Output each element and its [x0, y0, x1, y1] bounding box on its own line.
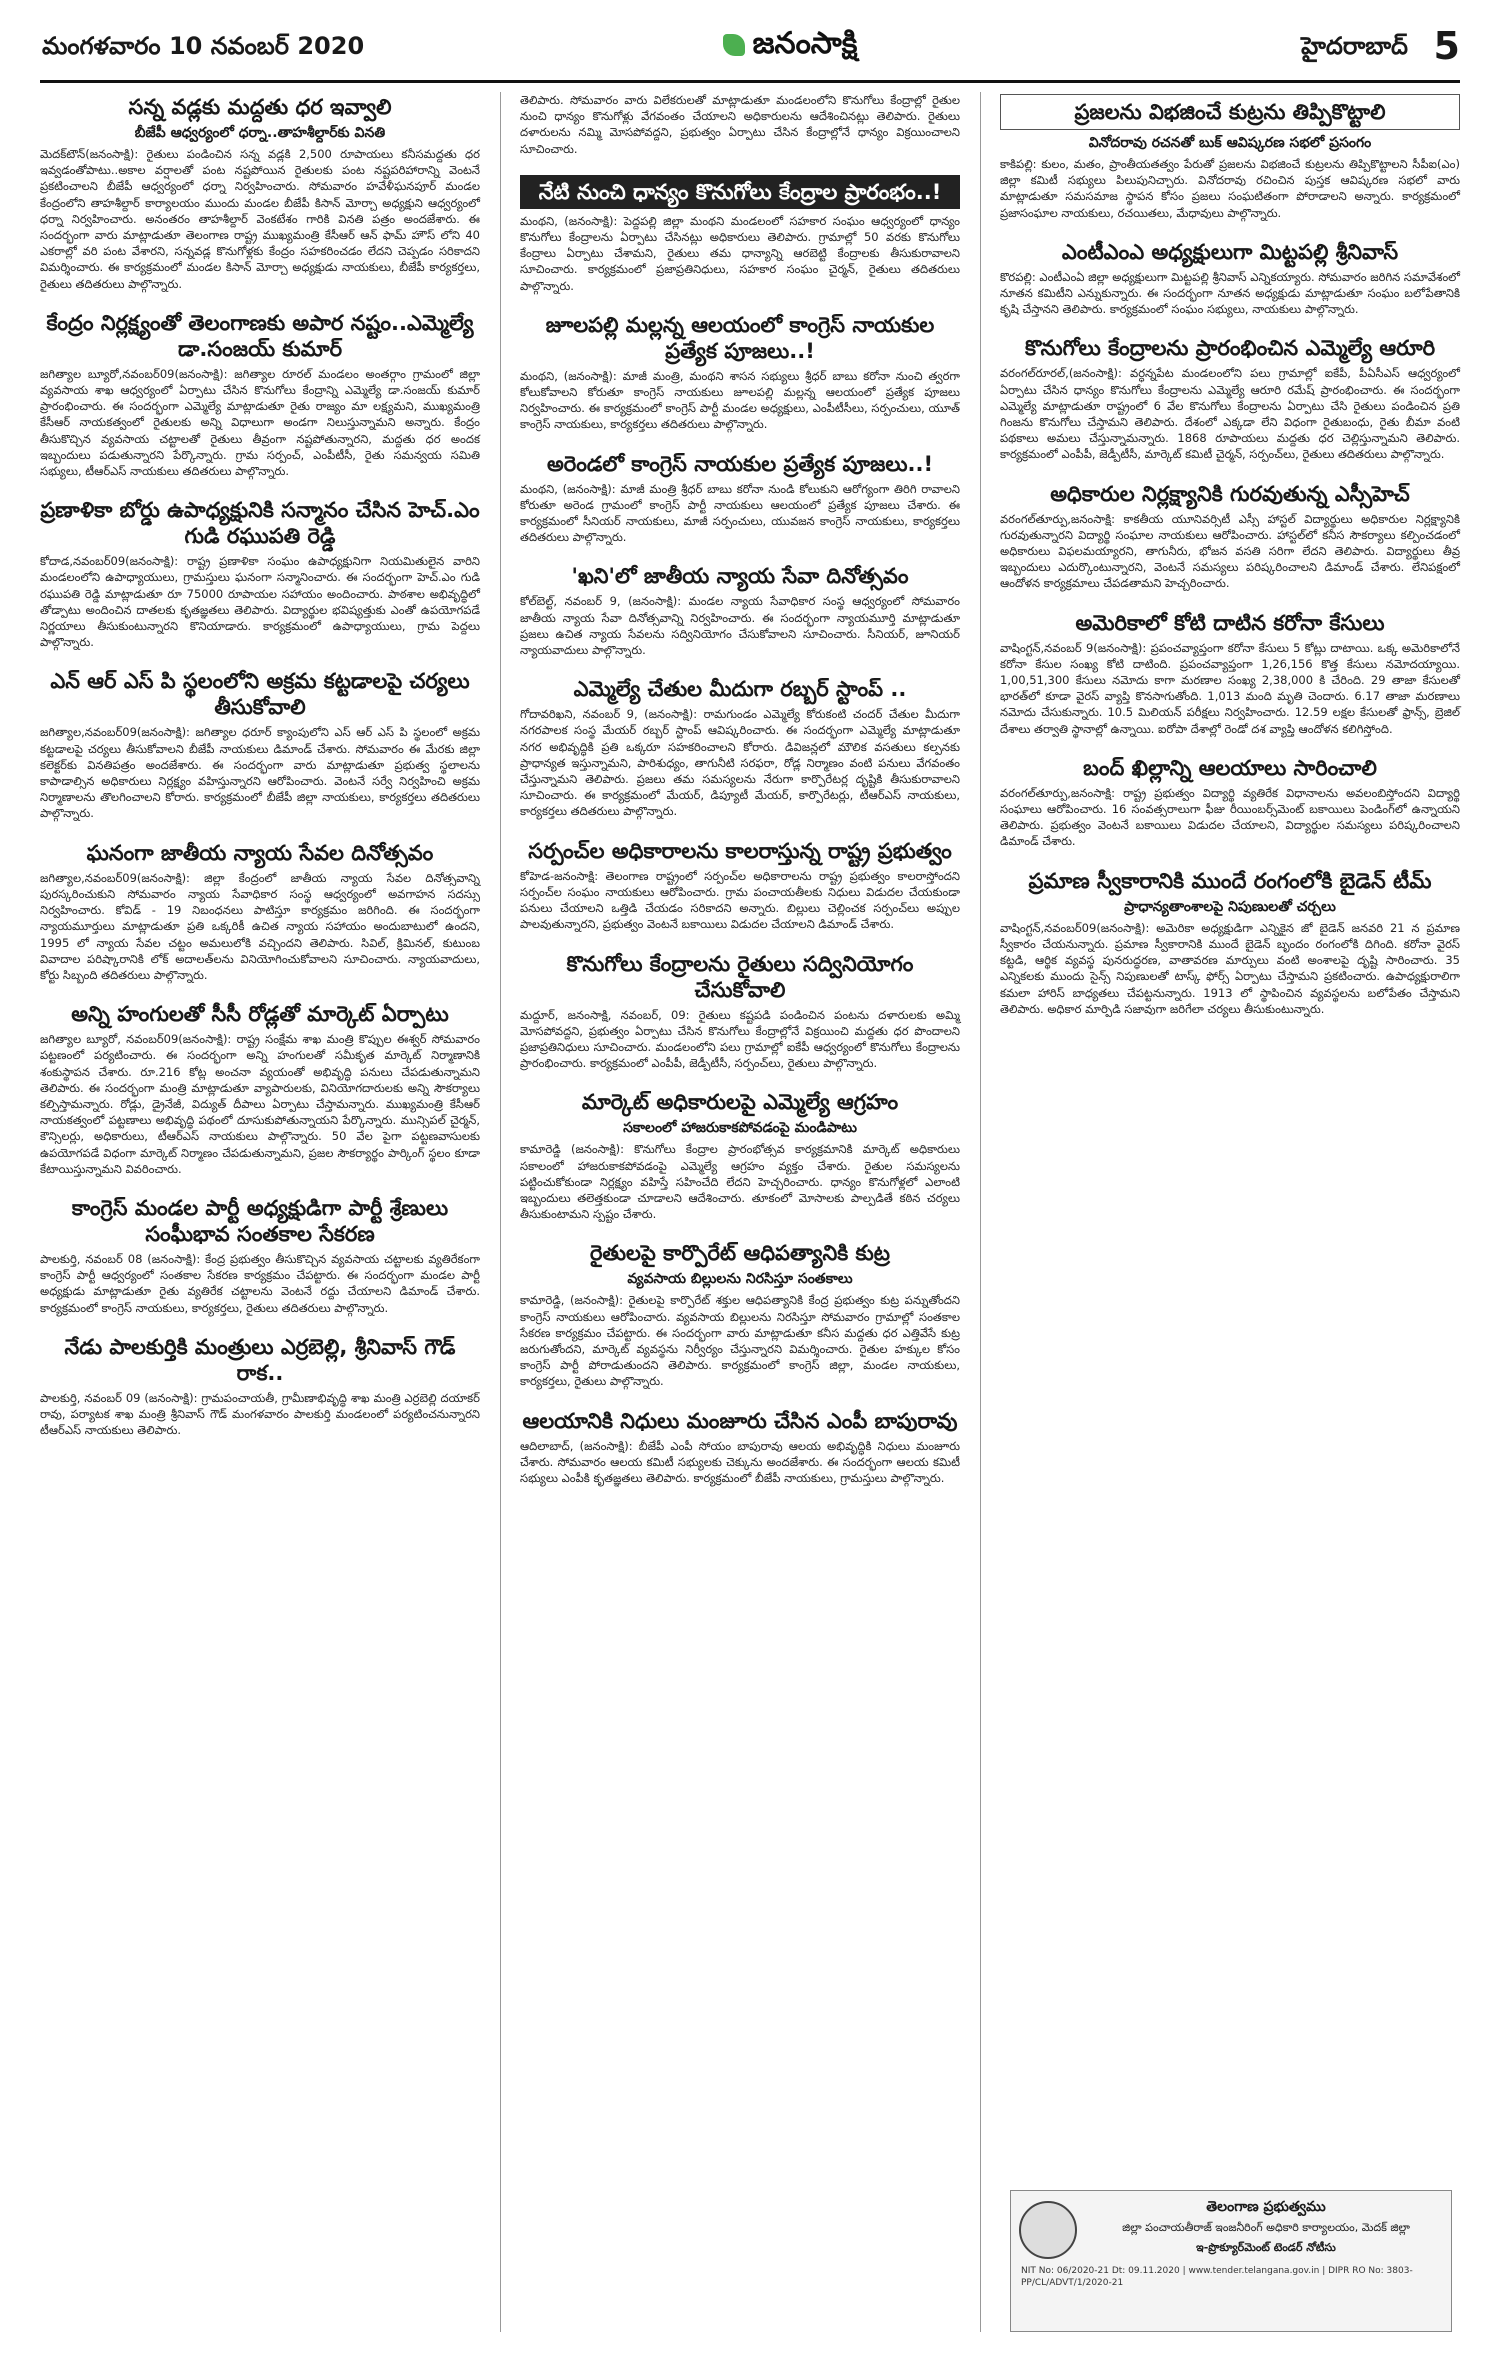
article-headline: అన్ని హంగులతో సీసీ రోడ్లతో మార్కెట్ ఏర్పాటు [71, 1002, 449, 1027]
article-body: జగిత్యాల,నవంబర్09(జనంసాక్షి): జగిత్యాల ధరూర్ క్యాంపులోని ఎస్ ఆర్ ఎస్ పి స్థలంలో అక్రమ కట్టడాలపై చర్యలు తీసుకోవాలని బీజేపీ నాయకులు డిమాండ్ చేశారు. సోమవారం ఈ మేరకు జిల్లా కలెక్టర్‌కు వినతిపత్రం అందజేశారు. ఈ సందర్భంగా వారు మాట్లాడుతూ ప్రభుత్వ స్థలాలను కాపాడాల్సిన అధికారులు నిర్లక్ష్యం వహిస్తున్నారని ఆరోపించారు. వెంటనే సర్వే నిర్వహించి అక్రమ నిర్మాణాలను తొలగించాలని కోరారు. కార్యక్రమంలో బీజేపీ జిల్లా నాయకులు, కార్యకర్తలు తదితరులు పాల్గొన్నారు. [40, 725, 480, 821]
article-subheadline: సకాలంలో హాజరుకాకపోవడంపై మండిపాటు [623, 1120, 857, 1137]
article-headline: 'ఖని'లో జాతీయ న్యాయ సేవా దినోత్సవం [571, 564, 909, 589]
article-body: జగిత్యాల బ్యూరో,నవంబర్09(జనంసాక్షి): జగిత్యాల రూరల్ మండలం అంతర్గాం గ్రామంలో జిల్లా వ్యవసాయ శాఖ ఆధ్వర్యంలో ఏర్పాటు చేసిన కొనుగోలు కేంద్రాన్ని ఎమ్మెల్యే డా.సంజయ్ కుమార్ ప్రారంభించారు. ఈ సందర్భంగా ఎమ్మెల్యే మాట్లాడుతూ రైతు రాజ్యం మా లక్ష్యమని, ముఖ్యమంత్రి కేసీఆర్ నాయకత్వంలో రైతులకు అన్ని విధాలుగా అండగా నిలుస్తున్నామని అన్నారు. కేంద్రం తీసుకొచ్చిన వ్యవసాయ చట్టాలతో రైతులు తీవ్రంగా నష్టపోతున్నారని, మద్దతు ధర అందక ఇబ్బందులు పడుతున్నారని పేర్కొన్నారు. గ్రామ సర్పంచ్, ఎంపీటీసీ, రైతు సమన్వయ సమితి సభ్యులు, టీఆర్ఎస్ నాయకులు తదితరులు పాల్గొన్నారు. [40, 366, 480, 479]
article-headline: కేంద్రం నిర్లక్ష్యంతో తెలంగాణకు అపార నష్టం..ఎమ్మెల్యే డా.సంజయ్ కుమార్ [46, 310, 474, 361]
government-advertisement [1010, 2190, 1452, 2332]
article-body: మంథని, (జనంసాక్షి): పెద్దపల్లి జిల్లా మంథని మండలంలో సహకార సంఘం ఆధ్వర్యంలో ధాన్యం కొనుగోలు కేంద్రాలను ఏర్పాటు చేసినట్లు అధికారులు తెలిపారు. గ్రామాల్లో 50 వరకు కొనుగోలు కేంద్రాలు ఏర్పాటు చేశామని, రైతులు తమ ధాన్యాన్ని ఆరబెట్టి కేంద్రాలకు తీసుకురావాలని సూచించారు. కార్యక్రమంలో ప్రజాప్రతినిధులు, సహకార సంఘం చైర్మన్, రైతులు తదితరులు పాల్గొన్నారు. [520, 213, 960, 293]
ad-department: జిల్లా పంచాయతీరాజ్ ఇంజనీరింగ్ అధికారి కార్యాలయం, మెదక్ జిల్లా [1122, 2221, 1410, 2234]
article-headline: కాంగ్రెస్ మండల పార్టీ అధ్యక్షుడిగా పార్టీ శ్రేణులు సంఘీభావ సంతకాల సేకరణ [71, 1195, 449, 1246]
column-2 [520, 92, 960, 1504]
news-article [1000, 335, 1460, 462]
header-rule [40, 80, 1460, 83]
news-article [520, 175, 960, 294]
news-article [520, 838, 960, 933]
article-headline: మార్కెట్ అధికారులపై ఎమ్మెల్యే ఆగ్రహం [581, 1090, 899, 1115]
news-article [520, 563, 960, 658]
header-city: హైదరాబాద్ [1301, 32, 1408, 60]
news-article [1000, 239, 1460, 318]
article-body: పాలకుర్తి, నవంబర్ 09 (జనంసాక్షి): గ్రామపంచాయతీ, గ్రామీణాభివృద్ధి శాఖ మంత్రి ఎర్రబెల్లి దయాకర్ రావు, పర్యాటక శాఖ మంత్రి శ్రీనివాస్ గౌడ్ మంగళవారం పాలకుర్తి మండలంలో పర్యటించనున్నారని టీఆర్ఎస్ నాయకులు తెలిపారు. [40, 1390, 480, 1438]
article-body: వరంగల్‌తూర్పు,జనంసాక్షి: రాష్ట్ర ప్రభుత్వం విద్యార్థి వ్యతిరేక విధానాలను అవలంబిస్తోందని విద్యార్థి సంఘాలు ఆరోపించారు. 16 సంవత్సరాలుగా ఫీజు రీయింబర్స్‌మెంట్ బకాయిలు పెండింగ్‌లో ఉన్నాయని తెలిపారు. ప్రభుత్వం వెంటనే బకాయిలు విడుదల చేయాలని, విద్యార్థుల సమస్యలు పరిష్కరించాలని డిమాండ్ చేశారు. [1000, 785, 1460, 849]
masthead-logo [640, 26, 940, 68]
article-body: కోల్‌బెల్ట్, నవంబర్ 9, (జనంసాక్షి): మండల న్యాయ సేవాధికార సంస్థ ఆధ్వర్యంలో సోమవారం జాతీయ న్యాయ సేవా దినోత్సవాన్ని నిర్వహించారు. ఈ సందర్భంగా న్యాయమూర్తి మాట్లాడుతూ ప్రజలు ఉచిత న్యాయ సేవలను సద్వినియోగం చేసుకోవాలని సూచించారు. సీనియర్, జూనియర్ న్యాయవాదులు పాల్గొన్నారు. [520, 594, 960, 658]
article-body: జగిత్యాల బ్యూరో, నవంబర్09(జనంసాక్షి): రాష్ట్ర సంక్షేమ శాఖ మంత్రి కొప్పుల ఈశ్వర్ సోమవారం పట్టణంలో పర్యటించారు. ఈ సందర్భంగా అన్ని హంగులతో సమీకృత మార్కెట్ నిర్మాణానికి శంకుస్థాపన చేశారు. రూ.216 కోట్ల అంచనా వ్యయంతో అభివృద్ధి పనులు చేపడుతున్నామని తెలిపారు. ఈ సందర్భంగా మంత్రి మాట్లాడుతూ వ్యాపారులకు, వినియోగదారులకు అన్ని సౌకర్యాలు కల్పిస్తామన్నారు. రోడ్లు, డ్రైనేజీ, విద్యుత్ దీపాలు ఏర్పాటు చేస్తామన్నారు. ముఖ్యమంత్రి కేసీఆర్ నాయకత్వంలో పట్టణాలు అభివృద్ధి పథంలో దూసుకుపోతున్నాయని పేర్కొన్నారు. మున్సిపల్ చైర్మన్, కౌన్సిలర్లు, అధికారులు, టీఆర్ఎస్ నాయకులు పాల్గొన్నారు. 50 వేల పైగా పట్టణవాసులకు ఉపయోగపడే విధంగా మార్కెట్ నిర్మాణం చేపడుతున్నామని, ప్రజల సౌకర్యార్థం పార్కింగ్ స్థలం కూడా కేటాయిస్తున్నామని వివరించారు. [40, 1032, 480, 1176]
article-headline: నేడు పాలకుర్తికి మంత్రులు ఎర్రబెల్లి, శ్రీనివాస్ గౌడ్ రాక.. [64, 1334, 456, 1385]
article-headline: ఘనంగా జాతీయ న్యాయ సేవల దినోత్సవం [86, 840, 434, 865]
page-number: 5 [1433, 24, 1460, 68]
leaf-icon [723, 34, 745, 56]
article-body: మంథని, (జనంసాక్షి): మాజీ మంత్రి శ్రీధర్ బాబు కరోనా నుండి కోలుకుని ఆరోగ్యంగా తిరిగి రావాలని కోరుతూ అరెండ గ్రామంలో కాంగ్రెస్ పార్టీ నాయకులు ఆలయంలో ప్రత్యేక పూజలు చేశారు. ఈ కార్యక్రమంలో సీనియర్ నాయకులు, మాజీ సర్పంచులు, యువజన కాంగ్రెస్ నాయకులు, కార్యకర్తలు తదితరులు పాల్గొన్నారు. [520, 481, 960, 545]
article-headline: సర్పంచ్‌ల అధికారాలను కాలరాస్తున్న రాష్ట్ర ప్రభుత్వం [528, 838, 952, 863]
ad-title: తెలంగాణ ప్రభుత్వము [1206, 2199, 1326, 2215]
column-3 [1000, 92, 1460, 1035]
article-body: కోదాడ,నవంబర్09(జనంసాక్షి): రాష్ట్ర ప్రణాళికా సంఘం ఉపాధ్యక్షునిగా నియమితులైన వారిని మండలంలోని ఉపాధ్యాయులు, గ్రామస్తులు ఘనంగా సన్మానించారు. ఈ సందర్భంగా హెచ్.ఎం గుడి రఘుపతి రెడ్డి మాట్లాడుతూ రూ 75000 రూపాయల సహాయం అందించారు. పాఠశాల అభివృద్ధిలో తోడ్పాటు అందించిన దాతలకు కృతజ్ఞతలు తెలిపారు. విద్యార్థుల భవిష్యత్తుకు ఎంతో ఉపయోగపడే నిర్ణయాలు తీసుకుంటున్నారని కొనియాడారు. కార్యక్రమంలో ఉపాధ్యాయులు, గ్రామ పెద్దలు పాల్గొన్నారు. [40, 554, 480, 650]
news-article [40, 497, 480, 650]
article-body: మెదక్‌టౌన్(జనంసాక్షి): రైతులు పండించిన సన్న వడ్లకి 2,500 రూపాయలు కనీసమద్దతు ధర ఇవ్వడంతోపాటు..అకాల వర్షాలతో పంట నష్టపోయిన రైతులకు పంట నష్టపరిహారాన్ని వెంటనే ప్రకటించాలని బీజేపీ ఆధ్వర్యంలో ధర్నా నిర్వహించారు. సోమవారం హవేళీఘనపూర్ మండల కేంద్రంలోని తాహశీల్దార్ కార్యాలయం ముందు మండల బీజేపీ కిసాన్ మోర్చా అధ్యక్షుని ఆధ్వర్యంలో ధర్నా నిర్వహించారు. అనంతరం తాహశీల్దార్ వెంకటేశం గారికి వినతి పత్రం అందజేశారు. ఈ సందర్భంగా వారు మాట్లాడుతూ తెలంగాణ రాష్ట్ర ముఖ్యమంత్రి కేసీఆర్ ఆన్ ఫామ్ హౌస్ లోని 40 ఎకరాల్లో వరి పంట వేశారని, సన్నవడ్ల కొనుగోళ్లకు కేంద్రం సహకరించడం లేదని చెప్పడం సరికాదని విమర్శించారు. ఈ కార్యక్రమంలో మండల కిసాన్ మోర్చా అధ్యక్షుడు నాయకులు, బీజేపీ కార్యకర్తలు, రైతులు తదితరులు పాల్గొన్నారు. [40, 147, 480, 291]
masthead-text: జనంసాక్షి [752, 26, 858, 61]
news-article [40, 310, 480, 479]
news-article [520, 676, 960, 819]
article-body: మద్దూర్, జనంసాక్షి, నవంబర్, 09: రైతులు కష్టపడి పండించిన పంటను దళారులకు అమ్మి మోసపోవద్దని, ప్రభుత్వం ఏర్పాటు చేసిన కొనుగోలు కేంద్రాల్లోనే విక్రయించి మద్దతు ధర పొందాలని ప్రజాప్రతినిధులు సూచించారు. మండలంలోని పలు గ్రామాల్లో ఐకేపీ ఆధ్వర్యంలో కొనుగోలు కేంద్రాలను ప్రారంభించారు. కార్యక్రమంలో ఎంపీపీ, జెడ్పీటీసీ, సర్పంచ్‌లు, రైతులు పాల్గొన్నారు. [520, 1007, 960, 1071]
news-article [520, 1408, 960, 1487]
article-body: కొరపల్లి: ఎంటీఎంఏ జిల్లా అధ్యక్షులుగా మిట్టపల్లి శ్రీనివాస్ ఎన్నికయ్యారు. సోమవారం జరిగిన సమావేశంలో నూతన కమిటీని ఎన్నుకున్నారు. ఈ సందర్భంగా నూతన అధ్యక్షుడు మాట్లాడుతూ సంఘం బలోపేతానికి కృషి చేస్తానని తెలిపారు. కార్యక్రమంలో సంఘం సభ్యులు, నాయకులు పాల్గొన్నారు. [1000, 269, 1460, 317]
news-article [1000, 755, 1460, 850]
ad-details: NIT No: 06/2020-21 Dt: 09.11.2020 | www.tender.telangana.gov.in | DIPR RO No: 3803-PP/CL/ADVT/1/2020-21 [1021, 2266, 1413, 2288]
article-body: తెలిపారు. సోమవారం వారు విలేకరులతో మాట్లాడుతూ మండలంలోని కొనుగోలు కేంద్రాల్లో రైతుల నుంచి ధాన్యం కొనుగోళ్లు వేగవంతం చేయాలని అధికారులను ఆదేశించినట్లు తెలిపారు. రైతులు దళారులను నమ్మి మోసపోవద్దని, ప్రభుత్వం ఏర్పాటు చేసిన కేంద్రాల్లోనే ధాన్యం విక్రయించాలని సూచించారు. [520, 93, 960, 156]
article-headline: ప్రణాళికా బోర్డు ఉపాధ్యక్షునికి సన్మానం చేసిన హెచ్.ఎం గుడి రఘుపతి రెడ్డి [40, 498, 480, 549]
news-article [520, 92, 960, 157]
article-headline: ఎమ్మెల్యే చేతుల మీదుగా రబ్బర్ స్టాంప్ .. [573, 677, 907, 702]
article-headline: రైతులపై కార్పొరేట్ ఆధిపత్యానికి కుట్ర [589, 1241, 890, 1266]
article-body: కామారెడ్డి, (జనంసాక్షి): రైతులపై కార్పొరేట్ శక్తుల ఆధిపత్యానికి కేంద్ర ప్రభుత్వం కుట్ర పన్నుతోందని కాంగ్రెస్ నాయకులు ఆరోపించారు. వ్యవసాయ బిల్లులను నిరసిస్తూ సోమవారం గ్రామాల్లో సంతకాల సేకరణ కార్యక్రమం చేపట్టారు. ఈ సందర్భంగా వారు మాట్లాడుతూ కనీస మద్దతు ధర ఎత్తివేసే కుట్ర జరుగుతోందని, మార్కెట్ వ్యవస్థను నిర్వీర్యం చేస్తున్నారని విమర్శించారు. రైతుల హక్కుల కోసం కాంగ్రెస్ పార్టీ పోరాడుతుందని తెలిపారు. కార్యక్రమంలో కాంగ్రెస్ జిల్లా, మండల నాయకులు, కార్యకర్తలు, రైతులు పాల్గొన్నారు. [520, 1293, 960, 1389]
article-body: మంథని, (జనంసాక్షి): మాజీ మంత్రి, మంథని శాసన సభ్యులు శ్రీధర్ బాబు కరోనా నుంచి త్వరగా కోలుకోవాలని కోరుతూ కాంగ్రెస్ నాయకులు జూలపల్లి మల్లన్న ఆలయంలో ప్రత్యేక పూజలు నిర్వహించారు. ఈ కార్యక్రమంలో కాంగ్రెస్ పార్టీ మండల అధ్యక్షులు, ఎంపీటీసీలు, సర్పంచులు, యూత్ కాంగ్రెస్ నాయకులు, కార్యకర్తలు తదితరులు పాల్గొన్నారు. [520, 368, 960, 432]
news-article [40, 94, 480, 292]
news-article [1000, 868, 1460, 1017]
news-article [520, 1089, 960, 1222]
article-subheadline: ప్రాధాన్యతాంశాలపై నిపుణులతో చర్చలు [1124, 898, 1336, 915]
news-article [40, 1334, 480, 1439]
article-body: వాషింగ్టన్,నవంబర్09(జనంసాక్షి): అమెరికా అధ్యక్షుడిగా ఎన్నికైన జో బైడెన్ జనవరి 21 న ప్రమాణ స్వీకారం చేయనున్నారు. ప్రమాణ స్వీకారానికి ముందే బైడెన్ బృందం రంగంలోకి దిగింది. కరోనా వైరస్ కట్టడి, ఆర్థిక వ్యవస్థ పునరుద్ధరణ, వాతావరణ మార్పులు వంటి అంశాలపై దృష్టి సారించారు. 35 ఎన్నికలకు ముందు సైన్స్ నిపుణులతో టాస్క్ ఫోర్స్ ఏర్పాటు చేస్తామని ప్రకటించారు. ఉపాధ్యక్షురాలిగా కమలా హారిస్ బాధ్యతలు చేపట్టనున్నారు. 1913 లో స్థాపించిన వ్యవస్థలను బలోపేతం చేస్తామని తెలిపారు. అధికార మార్పిడి సజావుగా జరిగేలా చర్యలు తీసుకుంటున్నారు. [1000, 920, 1460, 1016]
news-article [520, 951, 960, 1072]
article-headline: బంద్ ఖిల్లాన్ని ఆలయాలు సారించాలి [1083, 755, 1377, 780]
telangana-emblem-icon [1019, 2201, 1077, 2259]
news-article [1000, 610, 1460, 737]
article-subheadline: బీజేపీ ఆధ్వర్యంలో ధర్నా..తాహశీల్దార్‌కు వినతి [134, 125, 386, 141]
header-date: మంగళవారం 10 నవంబర్ 2020 [42, 32, 365, 60]
news-article [520, 312, 960, 433]
news-article [1000, 481, 1460, 592]
news-article [520, 1240, 960, 1389]
article-body: వాషింగ్టన్,నవంబర్ 9(జనంసాక్షి): ప్రపంచవ్యాప్తంగా కరోనా కేసులు 5 కోట్లు దాటాయి. ఒక్క అమెరికాలోనే కరోనా కేసుల సంఖ్య కోటి దాటింది. ప్రపంచవ్యాప్తంగా 1,26,156 కొత్త కేసులు నమోదయ్యాయి. 1,00,51,300 కేసులు నమోదు కాగా మరణాల సంఖ్య 2,38,000 కి చేరింది. 29 తాజా కేసులతో భారత్‌లో కూడా వైరస్ వ్యాప్తి కొనసాగుతోంది. 1,013 మంది మృతి చెందారు. 6.17 తాజా మరణాలు నమోదు చేసుకున్నారు. 10.5 మిలియన్ పరీక్షలు నిర్వహించారు. 12.59 లక్షల కేసులతో ఫ్రాన్స్, బ్రెజిల్ దేశాలు తర్వాతి స్థానాల్లో ఉన్నాయి. ఐరోపా దేశాల్లో రెండో దశ వ్యాప్తి ఆందోళన కలిగిస్తోంది. [1000, 640, 1460, 736]
news-article [40, 840, 480, 983]
article-body: కోహెడ-జనంసాక్షి: తెలంగాణ రాష్ట్రంలో సర్పంచ్‌ల అధికారాలను రాష్ట్ర ప్రభుత్వం కాలరాస్తోందని సర్పంచ్‌ల సంఘం నాయకులు ఆరోపించారు. గ్రామ పంచాయతీలకు నిధులు విడుదల చేయకుండా పనులు చేయాలని ఒత్తిడి చేయడం సరికాదని అన్నారు. బిల్లులు చెల్లించక సర్పంచ్‌లు అప్పుల పాలవుతున్నారని, ప్రభుత్వం వెంటనే బకాయిలు విడుదల చేయాలని డిమాండ్ చేశారు. [520, 868, 960, 932]
article-headline: కొనుగోలు కేంద్రాలను రైతులు సద్వినియోగం చేసుకోవాలి [566, 951, 914, 1002]
article-headline: ఎంటీఎంఎ అధ్యక్షులుగా మిట్టపల్లి శ్రీనివాస్ [1061, 239, 1399, 264]
column-divider [980, 92, 981, 2332]
news-article [40, 668, 480, 821]
page-header [40, 22, 1460, 78]
article-subheadline: వ్యవసాయ బిల్లులను నిరసిస్తూ సంతకాలు [627, 1271, 853, 1288]
article-headline: ఆలయానికి నిధులు మంజూరు చేసిన ఎంపీ బాపురావు [522, 1408, 958, 1433]
article-body: కామారెడ్డి (జనంసాక్షి): కొనుగోలు కేంద్రాల ప్రారంభోత్సవ కార్యక్రమానికి మార్కెట్ అధికారులు సకాలంలో హాజరుకాకపోవడంపై ఎమ్మెల్యే ఆగ్రహం వ్యక్తం చేశారు. రైతుల సమస్యలను పట్టించుకోకుండా నిర్లక్ష్యం వహిస్తే సహించేది లేదని హెచ్చరించారు. ధాన్యం కొనుగోళ్లలో ఎలాంటి ఇబ్బందులు తలెత్తకుండా చూడాలని ఆదేశించారు. తూకంలో మోసాలకు పాల్పడితే కఠిన చర్యలు తీసుకుంటామని స్పష్టం చేశారు. [520, 1142, 960, 1222]
article-headline: కొనుగోలు కేంద్రాలను ప్రారంభించిన ఎమ్మెల్యే ఆరూరి [1024, 336, 1436, 361]
ad-notice: ఇ-ప్రొక్యూర్‌మెంట్ టెండర్ నోటీసు [1196, 2241, 1336, 2254]
news-article [40, 1001, 480, 1177]
article-headline: ప్రజలను విభజించే కుట్రను తిప్పికొట్టాలి [1000, 94, 1460, 130]
article-body: పాలకుర్తి, నవంబర్ 08 (జనంసాక్షి): కేంద్ర ప్రభుత్వం తీసుకొచ్చిన వ్యవసాయ చట్టాలకు వ్యతిరేకంగా కాంగ్రెస్ పార్టీ ఆధ్వర్యంలో సంతకాల సేకరణ కార్యక్రమం చేపట్టారు. ఈ సందర్భంగా మండల పార్టీ అధ్యక్షుడు మాట్లాడుతూ రైతు వ్యతిరేక చట్టాలను వెంటనే రద్దు చేయాలని డిమాండ్ చేశారు. కార్యక్రమంలో కాంగ్రెస్ నాయకులు, కార్యకర్తలు, రైతులు తదితరులు పాల్గొన్నారు. [40, 1251, 480, 1315]
article-headline: ఎన్ ఆర్ ఎస్ పి స్థలంలోని అక్రమ కట్టడాలపై చర్యలు తీసుకోవాలి [50, 669, 470, 720]
news-article [40, 1195, 480, 1316]
article-headline: అధికారుల నిర్లక్ష్యానికి గురవుతున్న ఎస్సీహెచ్ [1050, 481, 1410, 506]
article-body: కాకిపల్లి: కులం, మతం, ప్రాంతీయతత్వం పేరుతో ప్రజలను విభజించే కుట్రలను తిప్పికొట్టాలని సీపీఐ(ఎం) జిల్లా కమిటీ సభ్యులు పిలుపునిచ్చారు. వినోదరావు రచించిన పుస్తక ఆవిష్కరణ సభలో వారు మాట్లాడుతూ సమసమాజ స్థాపన కోసం ప్రజలు సంఘటితంగా పోరాడాలని అన్నారు. కార్యక్రమంలో ప్రజాసంఘాల నాయకులు, రచయితలు, మేధావులు పాల్గొన్నారు. [1000, 157, 1460, 220]
news-article [1000, 94, 1460, 221]
article-headline: జూలపల్లి మల్లన్న ఆలయంలో కాంగ్రెస్ నాయకుల ప్రత్యేక పూజలు..! [545, 312, 935, 363]
article-headline: సన్న వడ్లకు మద్దతు ధర ఇవ్వాలి [128, 95, 392, 119]
article-body: ఆదిలాబాద్, (జనంసాక్షి): బీజేపీ ఎంపీ సోయం బాపురావు ఆలయ అభివృద్ధికి నిధులు మంజూరు చేశారు. సోమవారం ఆలయ కమిటీ సభ్యులకు చెక్కును అందజేశారు. ఈ సందర్భంగా ఆలయ కమిటీ సభ్యులు ఎంపీకి కృతజ్ఞతలు తెలిపారు. కార్యక్రమంలో బీజేపీ నాయకులు, గ్రామస్తులు పాల్గొన్నారు. [520, 1438, 960, 1485]
article-subheadline: వినోదరావు రచనతో బుక్ ఆవిష్కరణ సభలో ప్రసంగం [1088, 135, 1372, 151]
article-headline: అరెండలో కాంగ్రెస్ నాయకుల ప్రత్యేక పూజలు..! [546, 451, 934, 476]
article-body: జగిత్యాల,నవంబర్09(జనంసాక్షి): జిల్లా కేంద్రంలో జాతీయ న్యాయ సేవల దినోత్సవాన్ని పురస్కరించుకుని సోమవారం న్యాయ సేవాధికార సంస్థ ఆధ్వర్యంలో అవగాహన సదస్సు నిర్వహించారు. కోవిడ్ - 19 నిబంధనలు పాటిస్తూ కార్యక్రమం జరిగింది. ఈ సందర్భంగా న్యాయమూర్తులు మాట్లాడుతూ ప్రతి ఒక్కరికీ ఉచిత న్యాయ సహాయం అందుబాటులో ఉందని, 1995 లో న్యాయ సేవల చట్టం అమలులోకి వచ్చిందని తెలిపారు. సివిల్, క్రిమినల్, కుటుంబ వివాదాల పరిష్కారానికి లోక్ అదాలత్‌లను వినియోగించుకోవాలని సూచించారు. న్యాయవాదులు, కోర్టు సిబ్బంది తదితరులు పాల్గొన్నారు. [40, 870, 480, 982]
article-headline: నేటి నుంచి ధాన్యం కొనుగోలు కేంద్రాల ప్రారంభం..! [520, 175, 960, 209]
article-headline: ప్రమాణ స్వీకారానికి ముందే రంగంలోకి బైడెన్ టీమ్ [1028, 868, 1432, 893]
article-body: వరంగల్‌రూరల్,(జనంసాక్షి): వర్ధన్నపేట మండలంలోని పలు గ్రామాల్లో ఐకేపీ, పీఏసీఎస్ ఆధ్వర్యంలో ఏర్పాటు చేసిన ధాన్యం కొనుగోలు కేంద్రాలను ఎమ్మెల్యే ఆరూరి రమేష్ ప్రారంభించారు. ఈ సందర్భంగా ఎమ్మెల్యే మాట్లాడుతూ రాష్ట్రంలో 6 వేల కొనుగోలు కేంద్రాలను ఏర్పాటు చేసి రైతులు పండించిన ప్రతి గింజను కొనుగోలు చేస్తామని తెలిపారు. దేశంలో ఎక్కడా లేని విధంగా రైతుబంధు, రైతు బీమా వంటి పథకాలు అమలు చేస్తున్నామన్నారు. 1868 రూపాయలు మద్దతు ధర చెల్లిస్తున్నామని తెలిపారు. కార్యక్రమంలో ఎంపీపీ, జెడ్పీటీసీ, మార్కెట్ కమిటీ చైర్మన్, సర్పంచ్‌లు, రైతులు తదితరులు పాల్గొన్నారు. [1000, 366, 1460, 462]
article-body: వరంగల్‌తూర్పు,జనంసాక్షి: కాకతీయ యూనివర్సిటీ ఎస్సీ హాస్టల్ విద్యార్థులు అధికారుల నిర్లక్ష్యానికి గురవుతున్నారని విద్యార్థి సంఘాల నాయకులు ఆరోపించారు. హాస్టల్‌లో కనీస సౌకర్యాలు కల్పించడంలో అధికారులు విఫలమయ్యారని, తాగునీరు, భోజన వసతి సరిగా లేదని తెలిపారు. విద్యార్థులు తీవ్ర ఇబ్బందులు ఎదుర్కొంటున్నారని, వెంటనే సమస్యలు పరిష్కరించాలని డిమాండ్ చేశారు. లేనిపక్షంలో ఆందోళన కార్యక్రమాలు చేపడతామని హెచ్చరించారు. [1000, 511, 1460, 591]
news-article [520, 451, 960, 546]
article-body: గోదావరిఖని, నవంబర్ 9, (జనంసాక్షి): రామగుండం ఎమ్మెల్యే కోరుకంటి చందర్ చేతుల మీదుగా నగరపాలక సంస్థ మేయర్ రబ్బర్ స్టాంప్ ఆవిష్కరించారు. ఈ సందర్భంగా ఎమ్మెల్యే మాట్లాడుతూ నగర అభివృద్ధికి ప్రతి ఒక్కరూ సహకరించాలని కోరారు. డివిజన్లలో మౌలిక వసతులు కల్పనకు ప్రాధాన్యత ఇస్తున్నామని, పారిశుధ్యం, తాగునీటి సరఫరా, రోడ్ల నిర్మాణం వంటి పనులు వేగవంతం చేస్తున్నామని తెలిపారు. ప్రజలు తమ సమస్యలను నేరుగా కార్పొరేటర్ల దృష్టికి తీసుకురావాలని సూచించారు. ఈ కార్యక్రమంలో మేయర్, డిప్యూటీ మేయర్, కార్పొరేటర్లు, టీఆర్ఎస్ నాయకులు, కార్యకర్తలు తదితరులు పాల్గొన్నారు. [520, 707, 960, 819]
article-headline: అమెరికాలో కోటి దాటిన కరోనా కేసులు [1075, 610, 1385, 635]
column-divider [500, 92, 501, 2332]
column-1 [40, 92, 480, 1456]
